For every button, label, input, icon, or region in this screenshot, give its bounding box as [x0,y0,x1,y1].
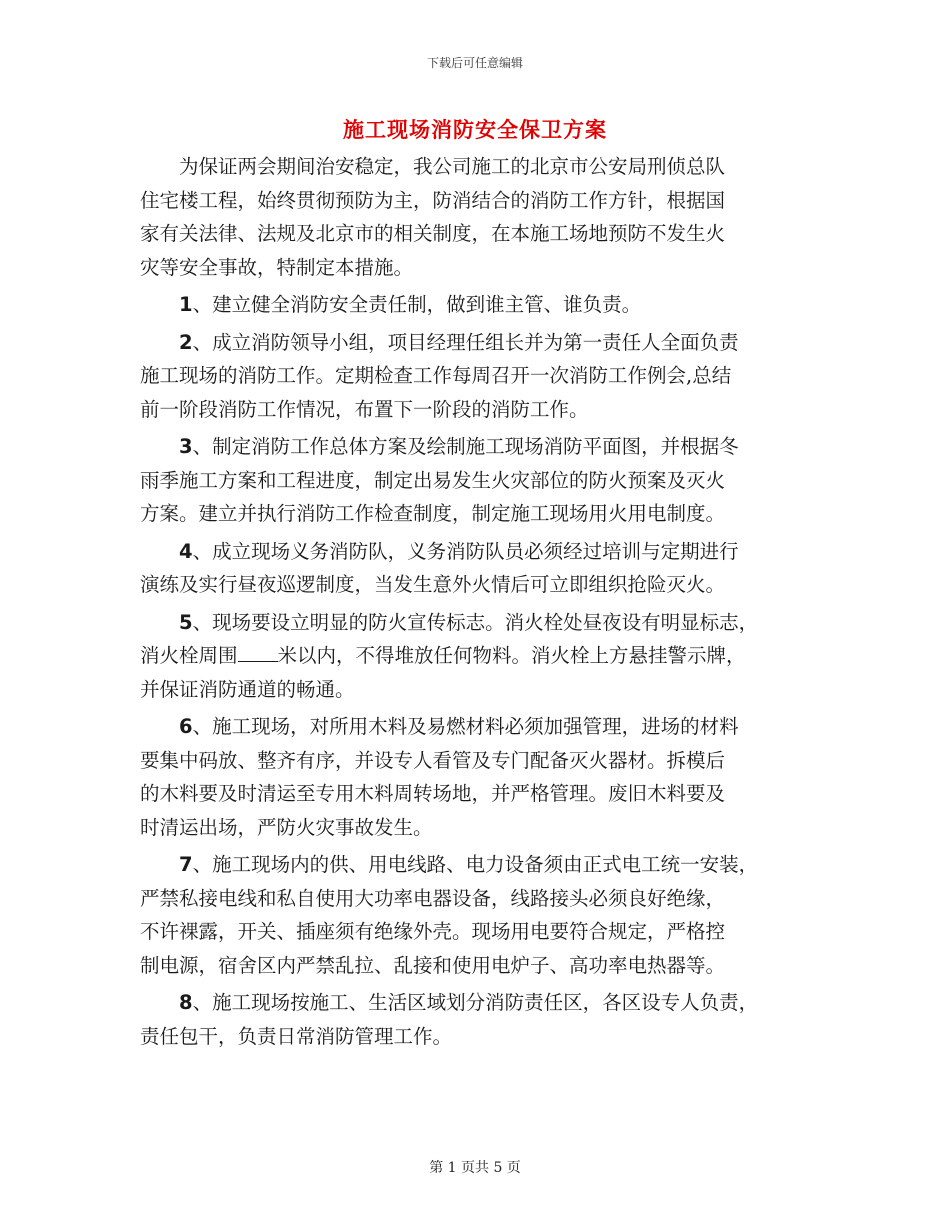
clause-number: 4 [179,539,193,563]
clause-line: 雨季施工方案和工程进度，制定出易发生火灾部位的防火预案及灭火 [140,468,726,492]
clause-text: 米以内，不得堆放任何物料。消火栓上方悬挂警示牌， [277,644,746,667]
intro-line: 灾等安全事故，特制定本措施。 [140,255,414,279]
clause-number: 2 [179,330,193,354]
document-title: 施工现场消防安全保卫方案 [343,117,607,142]
fill-in-blank [238,641,278,662]
clause-3 [140,430,815,531]
intro-line: 为保证两会期间治安稳定，我公司施工的北京市公安局刑侦总队 [179,155,726,178]
intro-line: 家有关法律、法规及北京市的相关制度，在本施工场地预防不发生火 [140,222,726,245]
clause-line: 不许裸露，开关、插座须有绝缘外壳。现场用电要符合规定，严格控 [140,920,726,943]
clause-line: 要集中码放、整齐有序，并设专人看管及专门配备灭火器材。拆模后 [140,748,726,772]
clause-line: 前一阶段消防工作情况，布置下一阶段的消防工作。 [140,397,589,421]
clause-text: 消火栓周围 [140,644,238,667]
clause-text: 、成立现场义务消防队，义务消防队员必须经过培训与定期进行 [192,539,739,563]
clause-line [140,430,815,464]
page-number: 第 1 页共 5 页 [429,1160,521,1176]
clause-number: 6 [179,715,193,738]
clause-text: 、建立健全消防安全责任制，做到谁主管、谁负责。 [192,293,642,316]
clause-line [140,606,815,640]
clause-line: 制电源，宿舍区内严禁乱拉、乱接和使用电炉子、高功率电热器等。 [140,953,726,977]
clause-5 [140,606,815,707]
clause-number: 1 [179,293,193,316]
document-body [140,150,815,1053]
clause-line: 的木料要及时清运至专用木料周转场地，并严格管理。废旧木料要及 [140,782,726,805]
clause-number: 3 [179,435,193,458]
clause-text: 、成立消防领导小组，项目经理任组长并为第一责任人全面负责 [192,330,739,354]
page-header-note: 下载后可任意编辑 [426,56,523,70]
clause-line: 施工现场的消防工作。定期检查工作每周召开一次消防工作例会,总结 [140,364,732,387]
clause-text: 、制定消防工作总体方案及绘制施工现场消防平面图，并根据冬 [192,435,739,458]
clause-line [140,535,815,569]
clause-line [140,288,815,322]
clause-4 [140,535,815,602]
clause-line: 演练及实行昼夜巡逻制度，当发生意外火情后可立即组织抢险灭火。 [140,573,726,596]
clause-line: 并保证消防通道的畅通。 [140,677,355,701]
clause-line: 责任包干，负责日常消防管理工作。 [140,1024,453,1048]
clause-line: 时清运出场，严防火灾事故发生。 [140,815,433,839]
clause-8 [140,986,815,1053]
clause-text: 、施工现场按施工、生活区域划分消防责任区，各区设专人负责， [192,991,759,1014]
intro-line: 住宅楼工程，始终贯彻预防为主，防消结合的消防工作方针，根据国 [140,188,726,212]
clause-6 [140,710,815,844]
clause-text: 、施工现场，对所用木料及易燃材料必须加强管理，进场的材料 [192,715,739,738]
clause-text: 、现场要设立明显的防火宣传标志。消火栓处昼夜设有明显标志， [192,610,759,634]
clause-line [140,848,815,882]
clause-line [140,986,815,1020]
intro-paragraph [140,150,815,284]
clause-number: 8 [179,991,193,1014]
clause-text: 、施工现场内的供、用电线路、电力设备须由正式电工统一安装， [192,853,759,876]
clause-number: 5 [179,610,193,634]
clause-line [140,639,815,673]
clause-line [140,326,815,360]
clause-7 [140,848,815,982]
clause-line: 方案。建立并执行消防工作检查制度，制定施工现场用火用电制度。 [140,502,726,525]
clause-line: 严禁私接电线和私自使用大功率电器设备，线路接头必须良好绝缘， [140,886,726,910]
clause-number: 7 [179,853,193,876]
clause-1 [140,288,815,322]
clause-line [140,710,815,744]
clause-2 [140,326,815,427]
